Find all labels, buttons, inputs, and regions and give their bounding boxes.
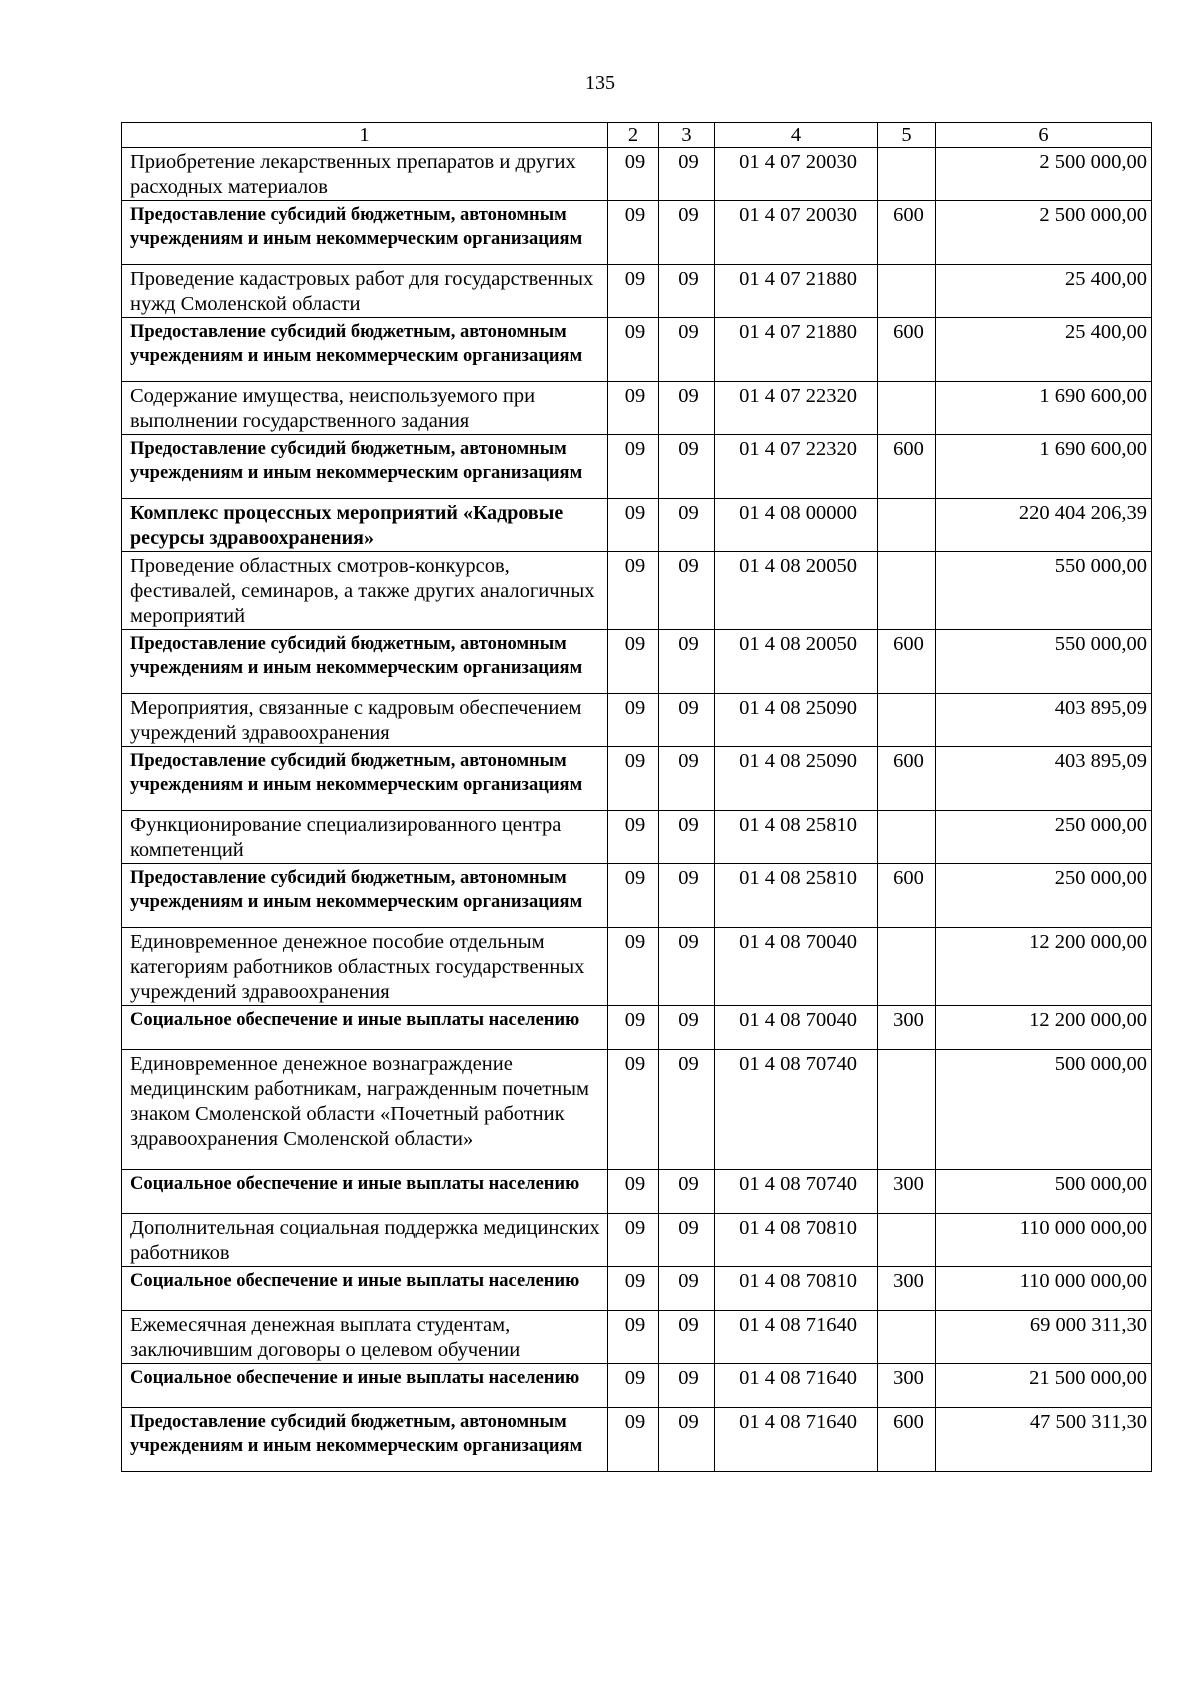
row-subsection-cell: 09 xyxy=(659,694,715,747)
row-subsection-cell: 09 xyxy=(659,318,715,382)
row-target-article-cell: 01 4 07 21880 xyxy=(715,265,878,318)
table-row xyxy=(122,747,1152,811)
row-target-article-cell: 01 4 08 20050 xyxy=(715,552,878,630)
row-expense-type-cell xyxy=(878,928,936,1006)
row-expense-type-cell xyxy=(878,1214,936,1267)
row-subsection-cell: 09 xyxy=(659,1050,715,1170)
table-row xyxy=(122,318,1152,382)
row-section-cell: 09 xyxy=(608,1267,659,1311)
row-target-article-cell: 01 4 07 22320 xyxy=(715,382,878,435)
row-target-article-cell: 01 4 08 70810 xyxy=(715,1267,878,1311)
row-target-article-cell: 01 4 08 70740 xyxy=(715,1050,878,1170)
row-section-cell: 09 xyxy=(608,1364,659,1408)
row-subsection-cell: 09 xyxy=(659,435,715,499)
table-row xyxy=(122,864,1152,928)
row-name-cell: Единовременное денежное пособие отдельным категориям работников областных государственных учреждений здравоохранения xyxy=(122,928,608,1006)
row-amount-cell: 2 500 000,00 xyxy=(936,201,1152,265)
row-subsection-cell: 09 xyxy=(659,148,715,201)
page-number: 135 xyxy=(585,72,615,94)
row-expense-type-cell: 600 xyxy=(878,630,936,694)
row-amount-cell: 21 500 000,00 xyxy=(936,1364,1152,1408)
header-cell-2: 2 xyxy=(608,123,659,148)
row-target-article-cell: 01 4 08 00000 xyxy=(715,499,878,552)
row-name-cell: Социальное обеспечение и иные выплаты населению xyxy=(122,1170,608,1214)
row-section-cell: 09 xyxy=(608,318,659,382)
row-amount-cell: 2 500 000,00 xyxy=(936,148,1152,201)
table-row xyxy=(122,928,1152,1006)
row-expense-type-cell xyxy=(878,265,936,318)
row-section-cell: 09 xyxy=(608,1311,659,1364)
row-subsection-cell: 09 xyxy=(659,1311,715,1364)
row-expense-type-cell xyxy=(878,148,936,201)
row-target-article-cell: 01 4 08 25810 xyxy=(715,864,878,928)
row-subsection-cell: 09 xyxy=(659,864,715,928)
row-target-article-cell: 01 4 08 25810 xyxy=(715,811,878,864)
row-amount-cell: 1 690 600,00 xyxy=(936,435,1152,499)
row-amount-cell: 12 200 000,00 xyxy=(936,928,1152,1006)
table-row xyxy=(122,265,1152,318)
row-expense-type-cell xyxy=(878,552,936,630)
row-subsection-cell: 09 xyxy=(659,1006,715,1050)
row-amount-cell: 403 895,09 xyxy=(936,747,1152,811)
row-subsection-cell: 09 xyxy=(659,811,715,864)
row-subsection-cell: 09 xyxy=(659,1267,715,1311)
row-target-article-cell: 01 4 08 20050 xyxy=(715,630,878,694)
row-target-article-cell: 01 4 07 21880 xyxy=(715,318,878,382)
row-expense-type-cell: 600 xyxy=(878,747,936,811)
row-section-cell: 09 xyxy=(608,382,659,435)
row-name-cell: Комплекс процессных мероприятий «Кадровые ресурсы здравоохранения» xyxy=(122,499,608,552)
row-name-cell: Предоставление субсидий бюджетным, автономным учреждениям и иным некоммерческим организациям xyxy=(122,318,608,382)
row-expense-type-cell xyxy=(878,382,936,435)
row-expense-type-cell: 600 xyxy=(878,864,936,928)
row-section-cell: 09 xyxy=(608,1170,659,1214)
table-row xyxy=(122,1267,1152,1311)
row-name-cell: Функционирование специализированного центра компетенций xyxy=(122,811,608,864)
row-expense-type-cell: 600 xyxy=(878,435,936,499)
row-section-cell: 09 xyxy=(608,265,659,318)
row-expense-type-cell: 300 xyxy=(878,1364,936,1408)
row-name-cell: Социальное обеспечение и иные выплаты населению xyxy=(122,1267,608,1311)
row-section-cell: 09 xyxy=(608,630,659,694)
row-amount-cell: 220 404 206,39 xyxy=(936,499,1152,552)
row-name-cell: Единовременное денежное вознаграждение медицинским работникам, награжденным почетным знаком Смоленской области «Почетный работник здравоохранения Смоленской области» xyxy=(122,1050,608,1170)
row-section-cell: 09 xyxy=(608,552,659,630)
row-subsection-cell: 09 xyxy=(659,747,715,811)
row-section-cell: 09 xyxy=(608,811,659,864)
table-row xyxy=(122,694,1152,747)
table-row xyxy=(122,499,1152,552)
row-section-cell: 09 xyxy=(608,499,659,552)
row-expense-type-cell: 600 xyxy=(878,318,936,382)
row-target-article-cell: 01 4 08 70810 xyxy=(715,1214,878,1267)
row-expense-type-cell xyxy=(878,1050,936,1170)
row-section-cell: 09 xyxy=(608,201,659,265)
row-amount-cell: 403 895,09 xyxy=(936,694,1152,747)
row-target-article-cell: 01 4 08 71640 xyxy=(715,1364,878,1408)
row-expense-type-cell: 300 xyxy=(878,1170,936,1214)
row-amount-cell: 1 690 600,00 xyxy=(936,382,1152,435)
table-row xyxy=(122,148,1152,201)
row-name-cell: Содержание имущества, неиспользуемого при выполнении государственного задания xyxy=(122,382,608,435)
table-row xyxy=(122,630,1152,694)
row-subsection-cell: 09 xyxy=(659,1170,715,1214)
row-expense-type-cell xyxy=(878,1311,936,1364)
row-amount-cell: 250 000,00 xyxy=(936,811,1152,864)
row-expense-type-cell: 300 xyxy=(878,1006,936,1050)
row-name-cell: Приобретение лекарственных препаратов и других расходных материалов xyxy=(122,148,608,201)
table-row xyxy=(122,1311,1152,1364)
table-row xyxy=(122,1214,1152,1267)
row-name-cell: Ежемесячная денежная выплата студентам, заключившим договоры о целевом обучении xyxy=(122,1311,608,1364)
row-target-article-cell: 01 4 07 22320 xyxy=(715,435,878,499)
row-expense-type-cell xyxy=(878,811,936,864)
header-row xyxy=(122,123,1152,148)
table-row xyxy=(122,811,1152,864)
row-amount-cell: 110 000 000,00 xyxy=(936,1214,1152,1267)
row-subsection-cell: 09 xyxy=(659,499,715,552)
row-name-cell: Дополнительная социальная поддержка медицинских работников xyxy=(122,1214,608,1267)
row-target-article-cell: 01 4 07 20030 xyxy=(715,201,878,265)
row-amount-cell: 47 500 311,30 xyxy=(936,1408,1152,1472)
table-row xyxy=(122,201,1152,265)
row-subsection-cell: 09 xyxy=(659,382,715,435)
budget-table xyxy=(121,122,1152,1472)
row-subsection-cell: 09 xyxy=(659,630,715,694)
row-subsection-cell: 09 xyxy=(659,1214,715,1267)
row-section-cell: 09 xyxy=(608,694,659,747)
table-row xyxy=(122,1364,1152,1408)
header-cell-6: 6 xyxy=(936,123,1152,148)
row-name-cell: Предоставление субсидий бюджетным, автономным учреждениям и иным некоммерческим организациям xyxy=(122,864,608,928)
row-name-cell: Мероприятия, связанные с кадровым обеспечением учреждений здравоохранения xyxy=(122,694,608,747)
table-row xyxy=(122,552,1152,630)
row-subsection-cell: 09 xyxy=(659,1364,715,1408)
table-body xyxy=(122,148,1152,1472)
row-section-cell: 09 xyxy=(608,435,659,499)
row-target-article-cell: 01 4 08 71640 xyxy=(715,1311,878,1364)
row-amount-cell: 550 000,00 xyxy=(936,630,1152,694)
row-name-cell: Проведение кадастровых работ для государственных нужд Смоленской области xyxy=(122,265,608,318)
table-row xyxy=(122,1050,1152,1170)
row-target-article-cell: 01 4 08 70040 xyxy=(715,928,878,1006)
row-name-cell: Предоставление субсидий бюджетным, автономным учреждениям и иным некоммерческим организациям xyxy=(122,201,608,265)
table-row xyxy=(122,1006,1152,1050)
header-cell-1: 1 xyxy=(122,123,608,148)
header-cell-4: 4 xyxy=(715,123,878,148)
row-section-cell: 09 xyxy=(608,747,659,811)
row-target-article-cell: 01 4 08 25090 xyxy=(715,694,878,747)
row-section-cell: 09 xyxy=(608,148,659,201)
row-amount-cell: 25 400,00 xyxy=(936,265,1152,318)
row-section-cell: 09 xyxy=(608,864,659,928)
header-cell-3: 3 xyxy=(659,123,715,148)
table-row xyxy=(122,1170,1152,1214)
row-amount-cell: 12 200 000,00 xyxy=(936,1006,1152,1050)
row-expense-type-cell xyxy=(878,499,936,552)
row-section-cell: 09 xyxy=(608,1214,659,1267)
row-amount-cell: 110 000 000,00 xyxy=(936,1267,1152,1311)
row-target-article-cell: 01 4 08 70040 xyxy=(715,1006,878,1050)
row-amount-cell: 25 400,00 xyxy=(936,318,1152,382)
row-subsection-cell: 09 xyxy=(659,1408,715,1472)
row-name-cell: Предоставление субсидий бюджетным, автономным учреждениям и иным некоммерческим организациям xyxy=(122,630,608,694)
row-section-cell: 09 xyxy=(608,1408,659,1472)
row-amount-cell: 500 000,00 xyxy=(936,1170,1152,1214)
row-target-article-cell: 01 4 08 25090 xyxy=(715,747,878,811)
row-name-cell: Предоставление субсидий бюджетным, автономным учреждениям и иным некоммерческим организациям xyxy=(122,435,608,499)
row-target-article-cell: 01 4 08 71640 xyxy=(715,1408,878,1472)
row-section-cell: 09 xyxy=(608,1006,659,1050)
row-name-cell: Социальное обеспечение и иные выплаты населению xyxy=(122,1364,608,1408)
row-name-cell: Предоставление субсидий бюджетным, автономным учреждениям и иным некоммерческим организациям xyxy=(122,1408,608,1472)
row-section-cell: 09 xyxy=(608,928,659,1006)
header-cell-5: 5 xyxy=(878,123,936,148)
row-expense-type-cell xyxy=(878,694,936,747)
row-subsection-cell: 09 xyxy=(659,552,715,630)
row-expense-type-cell: 600 xyxy=(878,201,936,265)
row-name-cell: Социальное обеспечение и иные выплаты населению xyxy=(122,1006,608,1050)
row-amount-cell: 69 000 311,30 xyxy=(936,1311,1152,1364)
row-subsection-cell: 09 xyxy=(659,201,715,265)
table-row xyxy=(122,382,1152,435)
row-section-cell: 09 xyxy=(608,1050,659,1170)
row-amount-cell: 250 000,00 xyxy=(936,864,1152,928)
row-subsection-cell: 09 xyxy=(659,928,715,1006)
row-subsection-cell: 09 xyxy=(659,265,715,318)
row-expense-type-cell: 600 xyxy=(878,1408,936,1472)
row-amount-cell: 550 000,00 xyxy=(936,552,1152,630)
row-target-article-cell: 01 4 07 20030 xyxy=(715,148,878,201)
row-amount-cell: 500 000,00 xyxy=(936,1050,1152,1170)
row-expense-type-cell: 300 xyxy=(878,1267,936,1311)
table-row xyxy=(122,435,1152,499)
row-target-article-cell: 01 4 08 70740 xyxy=(715,1170,878,1214)
row-name-cell: Проведение областных смотров-конкурсов, фестивалей, семинаров, а также других аналогичных мероприятий xyxy=(122,552,608,630)
row-name-cell: Предоставление субсидий бюджетным, автономным учреждениям и иным некоммерческим организациям xyxy=(122,747,608,811)
table-row xyxy=(122,1408,1152,1472)
